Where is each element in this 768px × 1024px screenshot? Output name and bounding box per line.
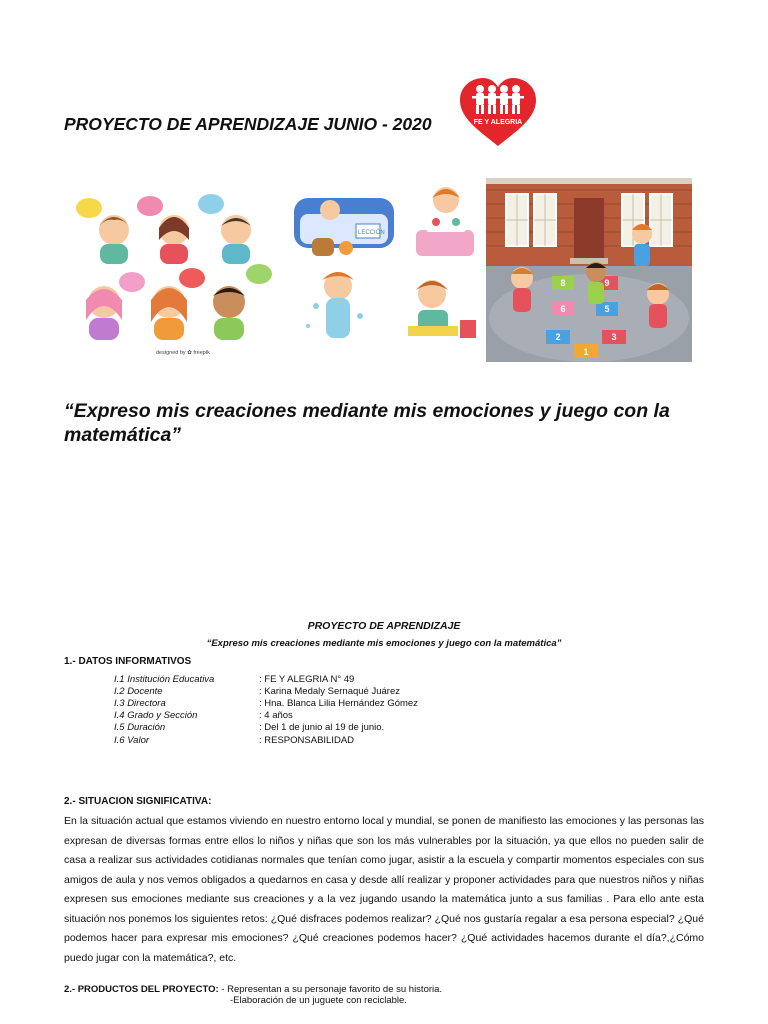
info-value: : 4 años bbox=[259, 710, 293, 721]
doc-subtitle: “Expreso mis creaciones mediante mis emociones y juego con la matemática” bbox=[206, 638, 562, 649]
hopscotch-illustration bbox=[486, 178, 692, 362]
info-row bbox=[114, 674, 354, 685]
fe-y-alegria-logo bbox=[458, 78, 538, 148]
info-value: : RESPONSABILIDAD bbox=[259, 735, 355, 746]
info-row bbox=[114, 735, 354, 746]
info-key: I.2 Docente bbox=[114, 686, 163, 697]
hop-number: 9 bbox=[604, 278, 610, 288]
project-subtitle: “Expreso mis creaciones mediante mis emociones y juego con la matemática” bbox=[64, 400, 670, 446]
hop-number: 5 bbox=[604, 304, 610, 314]
hop-number: 6 bbox=[560, 304, 566, 314]
section-datos-informativos: 1.- DATOS INFORMATIVOS bbox=[64, 656, 192, 667]
section-situacion-significativa: 2.- SITUACION SIGNIFICATIVA: bbox=[64, 796, 212, 807]
hop-number: 8 bbox=[560, 278, 566, 288]
hop-number: 3 bbox=[611, 332, 617, 342]
book-text: LECCIÓN bbox=[358, 230, 385, 236]
product-item: -Elaboración de un juguete con reciclable. bbox=[230, 995, 407, 1006]
situacion-paragraph: En la situación actual que estamos viviendo en nuestro entorno local y mundial, se ponen de manifiesto las emociones y las personas las expresan de diversas formas entre ellos lo niños y niñas que son los más vulnerables por la situación, ya que ellos no pueden salir de casa a realizar sus actividades cotidianas normales que tenían como jugar, asistir a la escuela y compartir momentos especiales con sus amigos de aula y nos vemos obligados a quedarnos en casa y desde allí realizar y proponer actividades para que nuestros niños y niñas expresen sus emociones mediante sus creaciones y a la vez jugando usando la matemática junto a sus familias . Para ello ante esta situación nos ponemos los siguientes retos: ¿Qué disfraces podemos realizar? ¿Qué nos gustaría regalar a esa persona especial? ¿Qué podemos hacer para expresar mis emociones? ¿Qué creaciones podemos hacer? ¿Qué actividades hacemos durante el día?,¿Cómo puedo jugar con la matemática?, etc. bbox=[64, 815, 704, 964]
info-value: : FE Y ALEGRIA N° 49 bbox=[259, 674, 355, 685]
emotions-illustration bbox=[64, 182, 284, 360]
freepik-credit: designed by ✿ freepik bbox=[156, 350, 210, 356]
activities-illustration bbox=[286, 176, 482, 360]
hop-number: 1 bbox=[583, 347, 589, 357]
info-key: I.1 Institución Educativa bbox=[114, 674, 215, 685]
doc-title: PROYECTO DE APRENDIZAJE bbox=[307, 620, 461, 632]
section-productos: 2.- PRODUCTOS DEL PROYECTO: bbox=[64, 984, 219, 995]
info-value: : Karina Medaly Sernaqué Juárez bbox=[259, 686, 400, 697]
info-value: : Del 1 de junio al 19 de junio. bbox=[259, 722, 385, 733]
products-row bbox=[64, 984, 442, 995]
info-row bbox=[114, 686, 400, 697]
info-row bbox=[114, 710, 293, 721]
info-key: I.4 Grado y Sección bbox=[114, 710, 198, 721]
logo-text: FE Y ALEGRIA bbox=[473, 119, 523, 126]
info-value: : Hna. Blanca Lilia Hernández Gómez bbox=[259, 698, 418, 709]
page-title: PROYECTO DE APRENDIZAJE JUNIO - 2020 bbox=[64, 114, 432, 134]
info-row bbox=[114, 722, 384, 733]
info-key: I.5 Duración bbox=[114, 722, 166, 733]
hop-number: 2 bbox=[555, 332, 561, 342]
info-key: I.6 Valor bbox=[114, 735, 150, 746]
info-row bbox=[114, 698, 418, 709]
info-key: I.3 Directora bbox=[114, 698, 166, 709]
product-item: - Representan a su personaje favorito de su historia. bbox=[218, 984, 443, 995]
